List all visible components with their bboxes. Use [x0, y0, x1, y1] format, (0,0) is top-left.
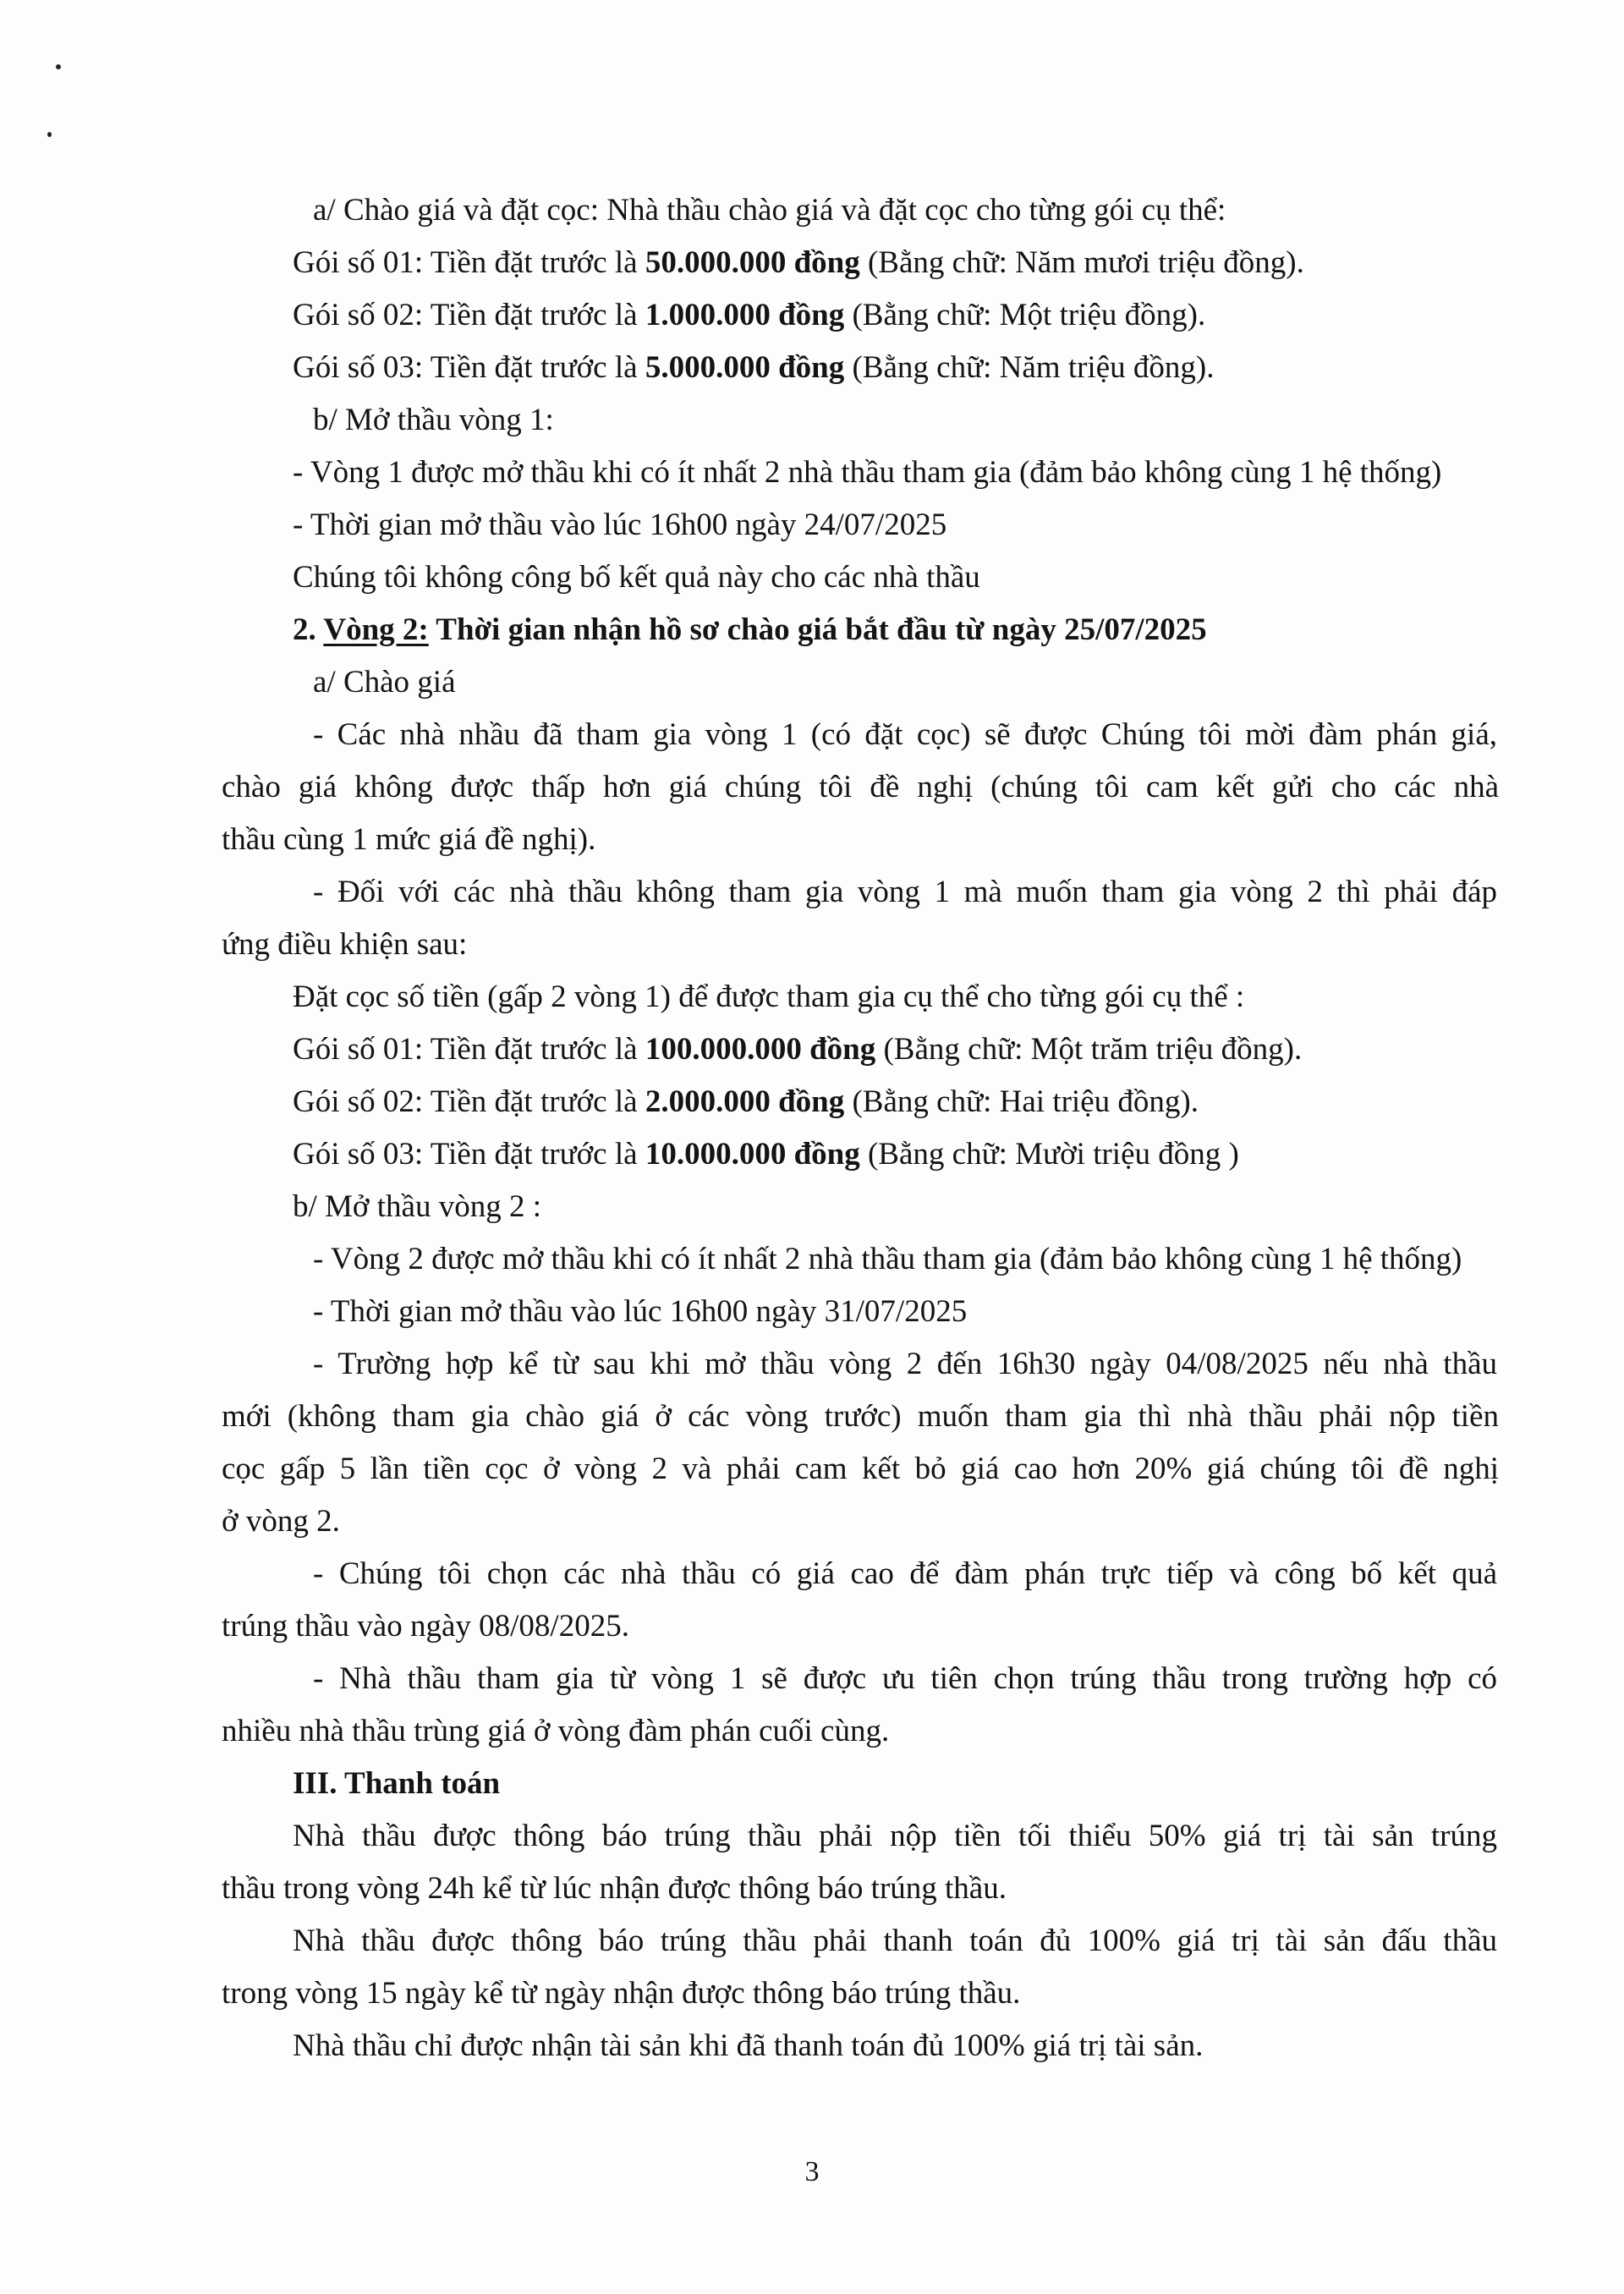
round2-heading: 2. Vòng 2: Thời gian nhận hồ sơ chào giá bắt đầu từ ngày 25/07/2025: [293, 612, 1207, 647]
round2-paragraph-3-line-1: - Trường hợp kể từ sau khi mở thầu vòng 2 đến 16h30 ngày 04/08/2025 nếu nhà thầu: [313, 1347, 1497, 1381]
payment-paragraph-1-line-2: thầu trong vòng 24h kể từ lúc nhận được thông báo trúng thầu.: [222, 1871, 1007, 1906]
round2-b-line-2: - Thời gian mở thầu vào lúc 16h00 ngày 31/07/2025: [313, 1294, 968, 1329]
round1-b-line-1: - Vòng 1 được mở thầu khi có ít nhất 2 nhà thầu tham gia (đảm bảo không cùng 1 hệ thống): [293, 455, 1442, 490]
round1-package-1: Gói số 01: Tiền đặt trước là 50.000.000 đồng (Bằng chữ: Năm mươi triệu đồng).: [293, 245, 1304, 280]
round2-package-3: Gói số 03: Tiền đặt trước là 10.000.000 đồng (Bằng chữ: Mười triệu đồng ): [293, 1137, 1239, 1172]
round2-a-heading: a/ Chào giá: [313, 665, 456, 700]
round1-package-2: Gói số 02: Tiền đặt trước là 1.000.000 đồng (Bằng chữ: Một triệu đồng).: [293, 298, 1206, 332]
round1-a-heading: a/ Chào giá và đặt cọc: Nhà thầu chào giá và đặt cọc cho từng gói cụ thể:: [313, 193, 1226, 228]
scan-speck: [47, 132, 52, 137]
round2-paragraph-3-line-3: cọc gấp 5 lần tiền cọc ở vòng 2 và phải cam kết bỏ giá cao hơn 20% giá chúng tôi đề nghị: [222, 1452, 1499, 1486]
round2-paragraph-5-line-1: - Nhà thầu tham gia từ vòng 1 sẽ được ưu tiên chọn trúng thầu trong trường hợp có: [313, 1661, 1497, 1696]
round2-paragraph-5-line-2: nhiều nhà thầu trùng giá ở vòng đàm phán cuối cùng.: [222, 1714, 890, 1748]
payment-paragraph-3: Nhà thầu chỉ được nhận tài sản khi đã thanh toán đủ 100% giá trị tài sản.: [293, 2028, 1204, 2063]
round1-package-3: Gói số 03: Tiền đặt trước là 5.000.000 đồng (Bằng chữ: Năm triệu đồng).: [293, 350, 1215, 385]
round2-paragraph-3-line-2: mới (không tham gia chào giá ở các vòng trước) muốn tham gia thì nhà thầu phải nộp tiền: [222, 1399, 1499, 1434]
round2-paragraph-2-line-1: - Đối với các nhà thầu không tham gia vòng 1 mà muốn tham gia vòng 2 thì phải đáp: [313, 875, 1497, 909]
round2-package-1: Gói số 01: Tiền đặt trước là 100.000.000 đồng (Bằng chữ: Một trăm triệu đồng).: [293, 1032, 1303, 1067]
round2-paragraph-1-line-2: chào giá không được thấp hơn giá chúng tôi đề nghị (chúng tôi cam kết gửi cho các nhà: [222, 770, 1499, 804]
round2-paragraph-1-line-3: thầu cùng 1 mức giá đề nghị).: [222, 822, 596, 857]
scan-speck: [56, 64, 61, 69]
round2-paragraph-4-line-1: - Chúng tôi chọn các nhà thầu có giá cao để đàm phán trực tiếp và công bố kết quả: [313, 1556, 1497, 1591]
page-number: 3: [804, 2156, 820, 2187]
payment-heading: III. Thanh toán: [293, 1766, 501, 1801]
payment-paragraph-2-line-2: trong vòng 15 ngày kể từ ngày nhận được thông báo trúng thầu.: [222, 1976, 1021, 2011]
round1-note: Chúng tôi không công bố kết quả này cho các nhà thầu: [293, 560, 980, 595]
round2-b-line-1: - Vòng 2 được mở thầu khi có ít nhất 2 nhà thầu tham gia (đảm bảo không cùng 1 hệ thống): [313, 1242, 1462, 1276]
round2-paragraph-2-line-2: ứng điều khiện sau:: [222, 927, 468, 962]
round1-b-line-2: - Thời gian mở thầu vào lúc 16h00 ngày 24/07/2025: [293, 508, 947, 542]
round1-b-heading: b/ Mở thầu vòng 1:: [313, 403, 554, 437]
round2-paragraph-3-line-4: ở vòng 2.: [222, 1504, 340, 1539]
round2-package-2: Gói số 02: Tiền đặt trước là 2.000.000 đồng (Bằng chữ: Hai triệu đồng).: [293, 1084, 1199, 1119]
payment-paragraph-1-line-1: Nhà thầu được thông báo trúng thầu phải nộp tiền tối thiểu 50% giá trị tài sản trúng: [293, 1819, 1497, 1853]
round2-paragraph-1-line-1: - Các nhà nhầu đã tham gia vòng 1 (có đặt cọc) sẽ được Chúng tôi mời đàm phán giá,: [313, 717, 1497, 752]
round2-b-heading: b/ Mở thầu vòng 2 :: [293, 1189, 541, 1224]
payment-paragraph-2-line-1: Nhà thầu được thông báo trúng thầu phải thanh toán đủ 100% giá trị tài sản đấu thầu: [293, 1924, 1497, 1958]
round2-paragraph-4-line-2: trúng thầu vào ngày 08/08/2025.: [222, 1609, 629, 1644]
round2-deposit-intro: Đặt cọc số tiền (gấp 2 vòng 1) để được tham gia cụ thể cho từng gói cụ thể :: [293, 980, 1245, 1014]
